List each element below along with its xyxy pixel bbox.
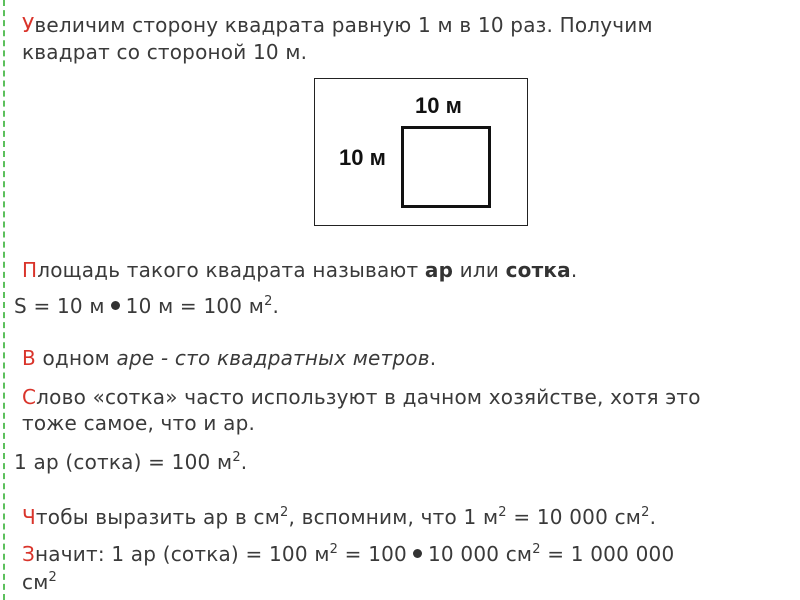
paragraph-1-line-1: [22, 13, 653, 37]
paragraph-6-line-1: [22, 542, 674, 566]
superscript: 2: [280, 505, 289, 520]
formula-end: .: [240, 450, 248, 474]
paragraph-2-end: .: [570, 258, 578, 282]
square-figure: [314, 78, 528, 226]
paragraph-4-line-1: [22, 385, 701, 409]
drop-letter: У: [22, 13, 35, 37]
paragraph-5-end: .: [649, 505, 657, 529]
paragraph-5-text: тобы выразить ар в см: [35, 505, 280, 529]
paragraph-6-text: = 1 000 000: [540, 542, 675, 566]
paragraph-4-text: лово «сотка» часто используют в дачном хозяйстве, хотя это: [36, 385, 701, 409]
paragraph-5-text: = 10 000 см: [506, 505, 642, 529]
paragraph-6-text: начит: 1 ар (сотка) = 100 м: [35, 542, 330, 566]
paragraph-6-text: 10 000 см: [427, 542, 533, 566]
formula-part: 10 м = 100 м: [125, 294, 265, 318]
paragraph-6-line-2: [22, 570, 57, 594]
paragraph-4-line-2: тоже самое, что и ар.: [22, 411, 256, 435]
paragraph-3-end: .: [429, 346, 437, 370]
paragraph-3: [22, 346, 436, 370]
square-left-label: 10 м: [339, 145, 386, 170]
multiply-dot-icon: [413, 549, 422, 558]
term-sotka: сотка: [505, 258, 571, 282]
left-border-decoration: [3, 0, 5, 600]
drop-letter: П: [22, 258, 38, 282]
square-top-label: 10 м: [415, 93, 462, 118]
superscript: 2: [498, 505, 507, 520]
superscript: 2: [232, 450, 241, 465]
square-shape: [401, 126, 491, 208]
superscript: 2: [329, 542, 339, 557]
paragraph-5: [22, 505, 656, 529]
paragraph-5-text: , вспомним, что 1 м: [288, 505, 499, 529]
superscript: 2: [48, 570, 57, 585]
formula-area: [14, 294, 279, 318]
drop-letter: Ч: [22, 505, 36, 529]
paragraph-1-text: величим сторону квадрата равную 1 м в 10 раз. Получим: [34, 13, 653, 37]
formula-ar-equivalence: [14, 450, 247, 474]
drop-letter: В: [22, 346, 36, 370]
formula-end: .: [272, 294, 280, 318]
paragraph-6-text: = 100: [338, 542, 407, 566]
multiply-dot-icon: [111, 301, 120, 310]
formula-part: S = 10 м: [14, 294, 105, 318]
paragraph-6-text: см: [22, 570, 49, 594]
superscript: 2: [641, 505, 650, 520]
paragraph-1-line-2: квадрат со стороной 10 м.: [22, 40, 308, 64]
paragraph-2-conj: или: [453, 258, 506, 282]
drop-letter: З: [22, 542, 36, 566]
formula-part: 1 ар (сотка) = 100 м: [14, 450, 233, 474]
superscript: 2: [264, 294, 273, 309]
drop-letter: С: [22, 385, 37, 409]
superscript: 2: [532, 542, 541, 557]
paragraph-3-italic: аре - сто квадратных метров: [116, 346, 430, 370]
term-ar: ар: [424, 258, 454, 282]
paragraph-3-text: одном: [35, 346, 117, 370]
paragraph-2-text: лощадь такого квадрата называют: [37, 258, 425, 282]
paragraph-2: [22, 258, 577, 282]
